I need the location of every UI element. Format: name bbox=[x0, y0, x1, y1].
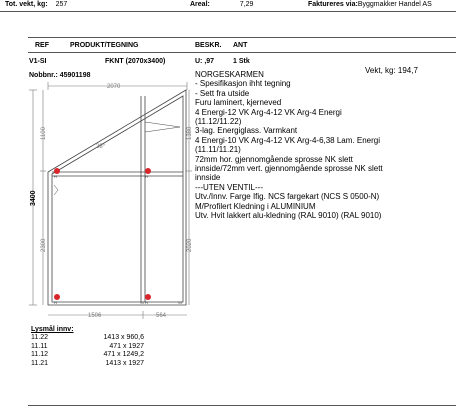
lysmal-row bbox=[31, 360, 144, 369]
dimension-lines bbox=[29, 82, 192, 319]
col-descr: BESKR. bbox=[195, 42, 222, 49]
dim-width: 2070 bbox=[107, 84, 121, 90]
invoice-label: Faktureres via: bbox=[308, 1, 358, 8]
col-qty: ANT bbox=[233, 42, 248, 49]
pane-mark: H bbox=[145, 300, 148, 305]
desc-line: ---UTEN VENTIL--- bbox=[195, 182, 263, 192]
desc-line: - Sett fra utside bbox=[195, 88, 250, 98]
lysmal-id: 11.21 bbox=[31, 359, 48, 367]
col-product: PRODUKT/TEGNING bbox=[70, 42, 139, 49]
desc-line: Furu laminert, kjerneved bbox=[195, 98, 282, 108]
desc-line: (11.11/11.21) bbox=[195, 145, 241, 155]
desc-line: Utv. Hvit lakkert alu-kledning (RAL 9010) (RAL 9010) bbox=[195, 211, 382, 221]
desc-line: Utv./Innv. Farge Ifig. NCS fargekart (NCS S 0500-N) bbox=[195, 192, 380, 202]
sash-mark: ST bbox=[178, 300, 184, 305]
item-u-value: U: ,97 bbox=[195, 58, 215, 65]
lysmal-size: 1413 x 1927 bbox=[105, 359, 144, 367]
lysmal-row bbox=[31, 334, 144, 343]
pane-mark: H bbox=[54, 300, 57, 305]
pane-mark: H bbox=[145, 174, 148, 179]
dim-height: 3400 bbox=[30, 190, 37, 206]
desc-line: 72mm hor. gjennomgående sprosse NK slett bbox=[195, 154, 353, 164]
total-weight-label: Tot. vekt, kg: bbox=[5, 1, 48, 8]
desc-line: innside/72mm vert. gjennomgående sprosse NK slett bbox=[195, 164, 383, 174]
lysmal-id: 11.11 bbox=[31, 342, 48, 350]
item-nobbnr: Nobbnr.: 45901198 bbox=[29, 72, 91, 79]
desc-line: innside bbox=[195, 173, 221, 183]
pane-mark: H bbox=[54, 174, 57, 179]
lysmal-size: 471 x 1249,2 bbox=[103, 351, 144, 359]
desc-line: 4 Energi-12 VK Arg-4-12 VK Arg-4 Energi bbox=[195, 107, 342, 117]
item-ref: V1-SI bbox=[29, 58, 47, 65]
desc-line: 4 Energi-10 VK Arg-4-12 VK Arg-4-6,38 Lam. Energi bbox=[195, 135, 380, 145]
dim-bottom-right: 564 bbox=[156, 313, 167, 319]
lysmal-id: 11.12 bbox=[31, 351, 48, 359]
desc-line: (11.12/11.22) bbox=[195, 117, 242, 127]
dim-upper-right: 1380 bbox=[187, 126, 193, 140]
lysmal-row bbox=[31, 343, 144, 352]
lysmal-id: 11.22 bbox=[31, 334, 48, 341]
lysmal-row bbox=[31, 351, 144, 360]
dim-bottom-left: 1506 bbox=[88, 313, 102, 319]
lysmal-title: Lysmål innv: bbox=[31, 326, 74, 333]
footer-rule bbox=[28, 405, 456, 406]
item-weight: Vekt, kg: 194,7 bbox=[365, 66, 418, 75]
col-ref: REF bbox=[35, 42, 49, 49]
sash-mark: ST bbox=[140, 300, 146, 305]
lysmal-table bbox=[31, 326, 144, 368]
area-value: 7,29 bbox=[239, 1, 254, 8]
item-product: FKNT (2070x3400) bbox=[105, 58, 166, 65]
dim-upper-left: 1100 bbox=[41, 127, 47, 140]
lysmal-size: 471 x 1927 bbox=[109, 342, 144, 350]
desc-line: M/Profilert Kledning i ALUMINIUM bbox=[195, 201, 316, 211]
dim-lower-right: 2020 bbox=[187, 238, 193, 252]
item-qty: 1 Stk bbox=[233, 58, 250, 65]
pane-markers bbox=[54, 168, 151, 300]
dim-lower-left: 2300 bbox=[41, 238, 47, 252]
invoice-value: Byggmakker Handel AS bbox=[357, 1, 432, 8]
desc-line: 3-lag. Energiglass. Varmkant bbox=[195, 126, 298, 136]
desc-line: - Spesifikasjon ihht tegning bbox=[195, 79, 291, 89]
total-weight-value: 257 bbox=[55, 1, 68, 8]
desc-line: NORGESKARMEN bbox=[195, 70, 264, 79]
window-frame bbox=[48, 90, 186, 305]
dim-angle: 28° bbox=[96, 144, 106, 150]
lysmal-size: 1413 x 960,6 bbox=[103, 334, 144, 341]
area-label: Areal: bbox=[190, 1, 210, 8]
